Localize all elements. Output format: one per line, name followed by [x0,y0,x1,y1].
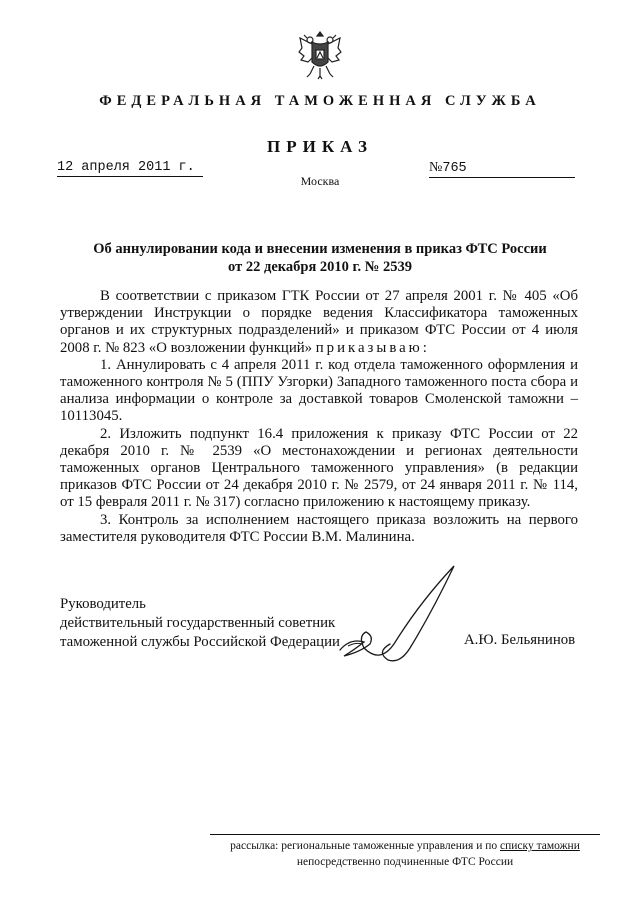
signatory-name: А.Ю. Бельянинов [464,632,576,648]
document-heading [60,240,580,276]
item-2: 2. Изложить подпункт 16.4 приложения к приказу ФТС России от 22 декабря 2010 г. № 2539 «О местонахождении и регионах деятельности таможенных органов Центрального таможенного управления» (в редакции приказов ФТС России от 24 декабря 2010 г. № 2579, от 24 января 2011 г. № 114, от 15 февраля 2011 г. № 317) согласно приложению к настоящему приказу. [60,425,578,511]
distribution-underlined: списку таможни [500,840,580,852]
distribution-list [210,834,600,870]
item-3: 3. Контроль за исполнением настоящего приказа возложить на первого заместителя руководителя ФТС России В.М. Малинина. [60,511,578,545]
position-line-2: действительный государственный советник [60,615,336,631]
heading-line-2: от 22 декабря 2010 г. № 2539 [228,259,412,275]
number-sign: № [429,160,443,175]
distribution-line-2: непосредственно подчиненные ФТС России [296,856,514,868]
city: Москва [300,174,340,188]
state-emblem [298,28,342,80]
distribution-prefix: рассылка: региональные таможенные управления и по [230,840,501,852]
document-type: ПРИКАЗ [267,137,373,156]
order-date: 12 апреля 2011 г. [57,160,203,177]
agency-name: ФЕДЕРАЛЬНАЯ ТАМОЖЕННАЯ СЛУЖБА [99,93,541,109]
handwritten-signature-icon [330,552,490,672]
position-line-1: Руководитель [60,596,146,612]
command-word: приказываю: [315,339,430,356]
heading-line-1: Об аннулировании кода и внесении изменения в приказ ФТС России [93,241,547,257]
intro-text: В соответствии с приказом ГТК России от 27 апреля 2001 г. № 405 «Об утверждении Инструкции о порядке ведения Классификатора таможенных органов и их структурных подразделений» и приказом ФТС России от 4 июля 2008 г. № 823 «О возложении функций» [60,288,578,356]
russian-double-headed-eagle-icon [298,28,342,80]
document-body [60,288,578,546]
distribution-line-1 [210,838,600,854]
intro-paragraph [60,288,578,357]
position-line-3: таможенной службы Российской Федерации [60,634,340,650]
item-1: 1. Аннулировать с 4 апреля 2011 г. код отдела таможенного оформления и таможенного контроля № 5 (ППУ Узгорки) Западного таможенного поста сбора и анализа информации о контроле за доставкой товаров Смоленской таможни – 10113045. [60,356,578,425]
signatory-position [60,595,340,652]
order-number-value: 765 [442,161,467,176]
